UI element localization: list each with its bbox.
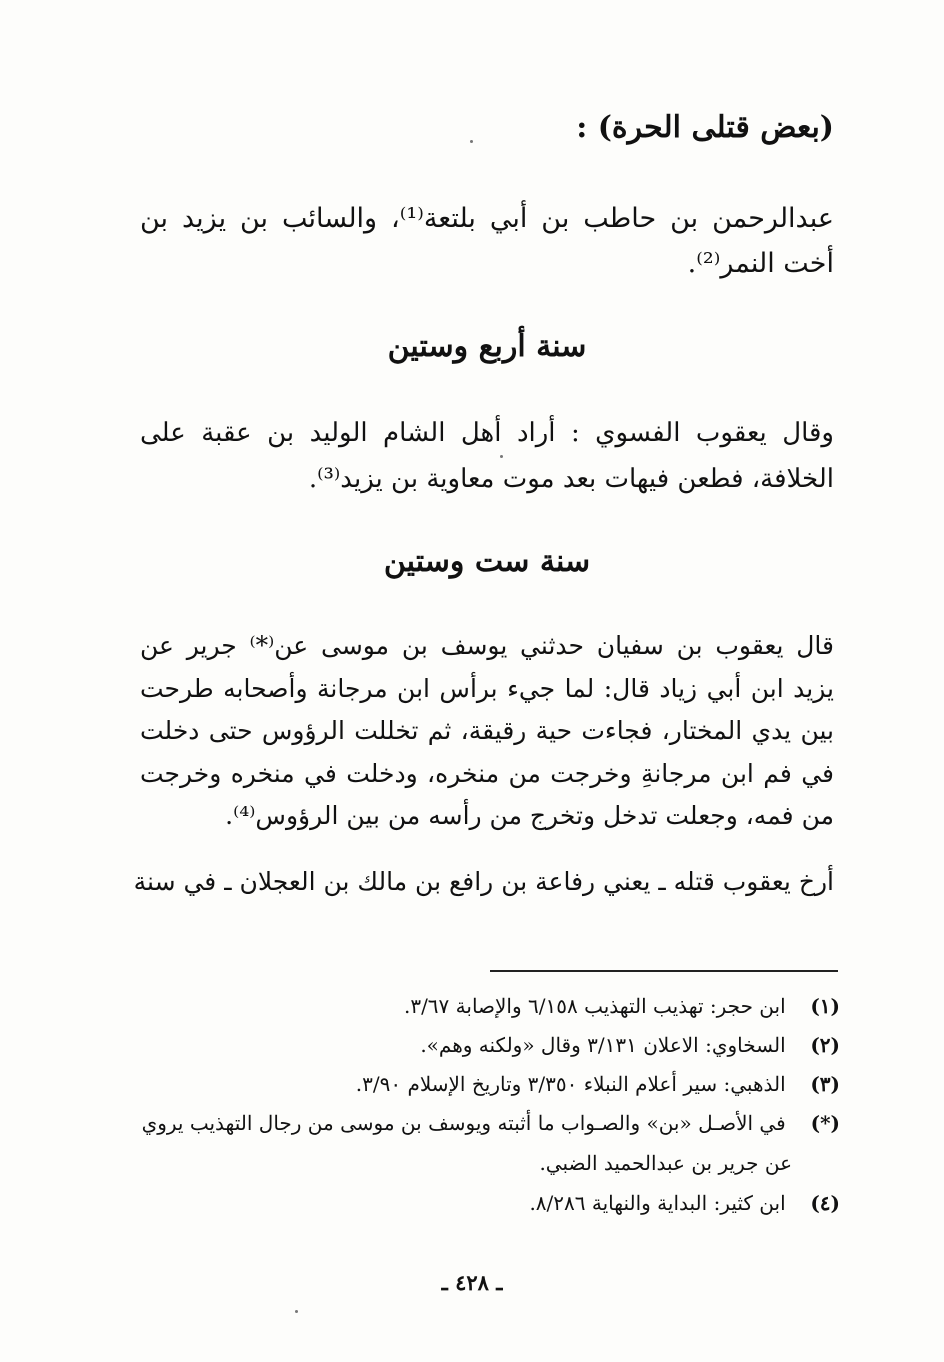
footnote-number: (٤)	[810, 1191, 840, 1215]
footnote-text: في الأصـل «بن» والصـواب ما أثبته ويوسف بن موسى من رجال التهذيب يروي	[141, 1111, 786, 1135]
scan-speck	[470, 140, 473, 143]
footnote-number: (*)	[810, 1111, 840, 1135]
scan-speck	[295, 1310, 298, 1313]
footnote-star	[140, 1105, 840, 1142]
footnote-text: عن جرير بن عبدالحميد الضبي.	[539, 1151, 792, 1175]
footnote-1	[140, 988, 840, 1025]
page-number: ـ ٤٢٨ ـ	[441, 1270, 503, 1295]
footnote-text: السخاوي: الاعلان ٣/١٣١ وقال «ولكنه وهم».	[420, 1033, 786, 1057]
scan-speck	[500, 455, 503, 458]
footnote-text: ابن حجر: تهذيب التهذيب ٦/١٥٨ والإصابة ٣/٦٧.	[403, 994, 786, 1018]
paragraph-year-66: قال يعقوب بن سفيان حدثني يوسف بن موسى عن⁽*⁾ جرير عن يزيد ابن أبي زياد قال: لما جيء برأس ابن مرجانة وأصحابه طرحت بين يدي المختار، فجاءت حية رقيقة، ثم تخللت الرؤوس حتى دخلت في فم ابن مرجانةِ وخرجت من منخره، ودخلت في منخره وخرجت من فمه، وجعلت تدخل وتخرج من رأسه من بين الرؤوس⁽⁴⁾.	[140, 631, 834, 830]
footnote-4	[140, 1185, 840, 1222]
footnote-number: (٢)	[810, 1033, 840, 1057]
footnote-divider	[490, 970, 838, 972]
footnote-text: الذهبي: سير أعلام النبلاء ٣/٣٥٠ وتاريخ الإسلام ٣/٩٠.	[355, 1072, 786, 1096]
paragraph-year-64: وقال يعقوب الفسوي : أراد أهل الشام الوليد بن عقبة على الخلافة، فطعن فيهات بعد موت معاوية بن يزيد⁽³⁾.	[140, 418, 834, 494]
footnote-star-continued	[140, 1145, 840, 1182]
footnote-number: (١)	[810, 994, 840, 1018]
paragraph-harra-names: عبدالرحمن بن حاطب بن أبي بلتعة⁽¹⁾، والسائب بن يزيد بن أخت النمر⁽²⁾.	[140, 203, 834, 279]
footnote-2	[140, 1027, 840, 1064]
section-heading-year-64: سنة أربع وستين	[387, 329, 587, 364]
footnote-number: (٣)	[810, 1072, 840, 1096]
section-heading-harra: (بعض قتلى الحرة) :	[576, 110, 834, 145]
footnote-3	[140, 1066, 840, 1103]
paragraph-rifaa: أرخ يعقوب قتله ـ يعني رفاعة بن رافع بن مالك بن العجلان ـ في سنة	[133, 867, 834, 896]
section-heading-year-66: سنة ست وستين	[383, 544, 591, 579]
footnote-text: ابن كثير: البداية والنهاية ٨/٢٨٦.	[529, 1191, 786, 1215]
